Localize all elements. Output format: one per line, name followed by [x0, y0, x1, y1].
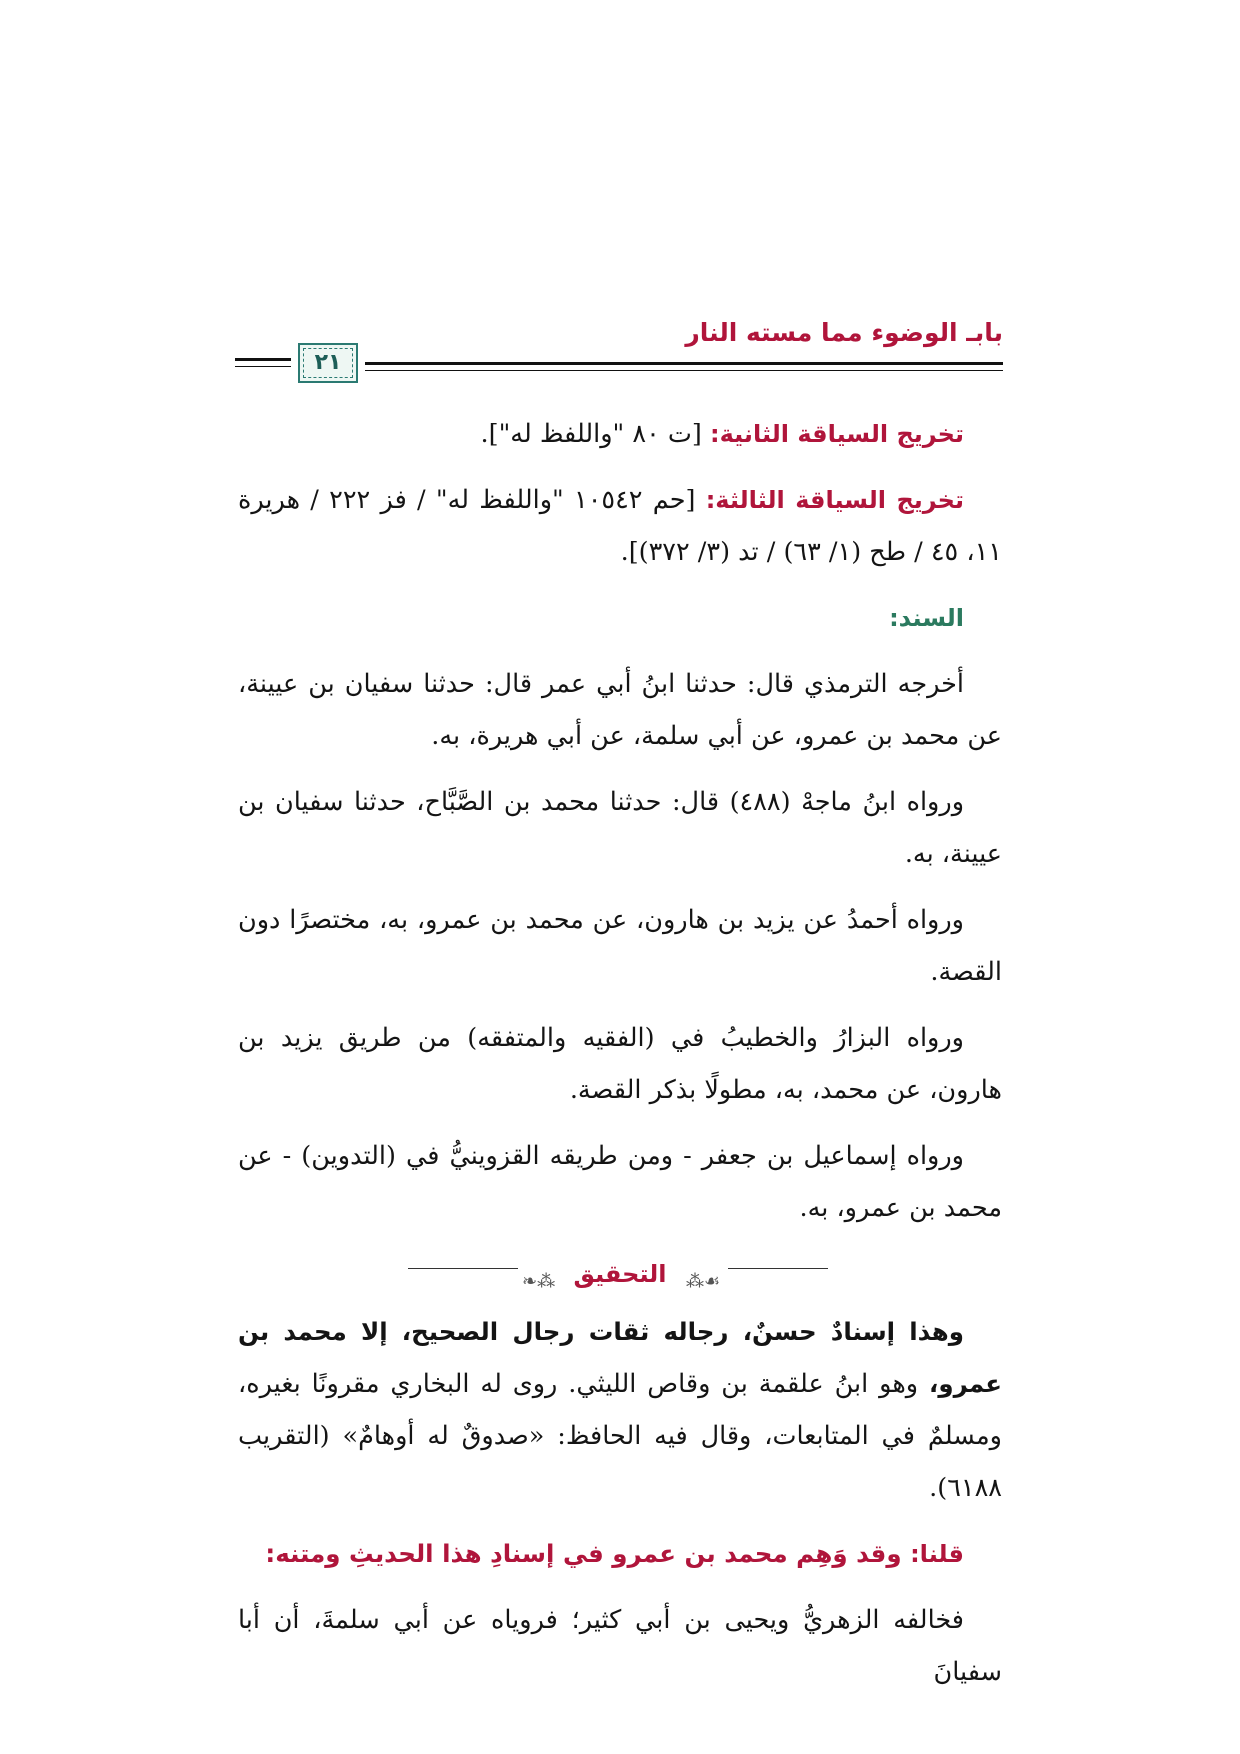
page-number-frame	[298, 343, 358, 383]
header-rule-right-thin	[365, 370, 1003, 371]
takhrij-second	[238, 408, 1002, 460]
ornament-left-icon: ❧⁂	[522, 1271, 556, 1292]
sanad-heading-line	[238, 592, 1002, 644]
sanad-paragraph-3: ورواه أحمدُ عن يزيد بن هارون، عن محمد بن عمرو، به، مختصرًا دون القصة.	[238, 905, 1002, 987]
page-number: ٢١	[314, 350, 342, 375]
sanad-paragraph-2: ورواه ابنُ ماجهْ (٤٨٨) قال: حدثنا محمد بن الصَّبَّاح، حدثنا سفيان بن عيينة، به.	[238, 787, 1002, 869]
takhrij-third	[238, 474, 1002, 578]
tahqiq-paragraph-3: فخالفه الزهريُّ ويحيى بن أبي كثير؛ فروياه عن أبي سلمةَ، أن أبا سفيانَ	[238, 1605, 1002, 1687]
takhrij-third-text: [حم ١٠٥٤٢ "واللفظ له" / فز ٢٢٢ / هريرة ١١، ٤٥ / طح (١/ ٦٣) / تد (٣/ ٣٧٢)].	[238, 485, 1002, 567]
tahqiq-paragraph-2	[238, 1528, 1002, 1580]
tahqiq-paragraph-1-text: وهو ابنُ علقمة بن وقاص الليثي. روى له البخاري مقرونًا بغيره، ومسلمٌ في المتابعات، وقال فيه الحافظ: «صدوقٌ له أوهامٌ» (التقريب ٦١٨٨).	[238, 1369, 1002, 1503]
header-rule-left-thin	[235, 366, 291, 367]
sanad-paragraph-1: أخرجه الترمذي قال: حدثنا ابنُ أبي عمر قال: حدثنا سفيان بن عيينة، عن محمد بن عمرو، عن أبي سلمة، عن أبي هريرة، به.	[238, 669, 1002, 751]
qulna-label: قلنا:	[910, 1540, 964, 1568]
takhrij-third-label: تخريج السياقة الثالثة:	[705, 486, 964, 514]
tahqiq-paragraph-1	[238, 1306, 1002, 1514]
running-header	[235, 318, 1003, 388]
ornament-right-icon: ⁂☙	[686, 1271, 721, 1292]
header-rule-right	[365, 362, 1003, 365]
sanad-heading: السند:	[889, 604, 964, 632]
header-rule-left	[235, 358, 291, 361]
page-body	[238, 408, 1002, 1712]
tahqiq-heading: التحقيق	[573, 1260, 667, 1288]
sanad-paragraph-5: ورواه إسماعيل بن جعفر - ومن طريقه القزوينيُّ في (التدوين) - عن محمد بن عمرو، به.	[238, 1141, 1002, 1223]
chapter-title: بابـ الوضوء مما مسته النار	[685, 318, 1003, 347]
tahqiq-paragraph-2-text: وقد وَهِم محمد بن عمرو في إسنادِ هذا الحديثِ ومتنه:	[265, 1539, 911, 1568]
tahqiq-verdict: وهذا إسنادٌ حسنٌ، رجاله ثقات رجال الصحيح، إلا محمد بن عمرو،	[238, 1317, 1002, 1398]
takhrij-second-text: [ت ٨٠ "واللفظ له"].	[480, 419, 702, 449]
tahqiq-divider	[238, 1248, 1002, 1292]
divider-line-right	[728, 1268, 828, 1269]
sanad-paragraph-4: ورواه البزارُ والخطيبُ في (الفقيه والمتفقه) من طريق يزيد بن هارون، عن محمد، به، مطولًا بذكر القصة.	[238, 1023, 1002, 1105]
takhrij-second-label: تخريج السياقة الثانية:	[709, 420, 964, 448]
